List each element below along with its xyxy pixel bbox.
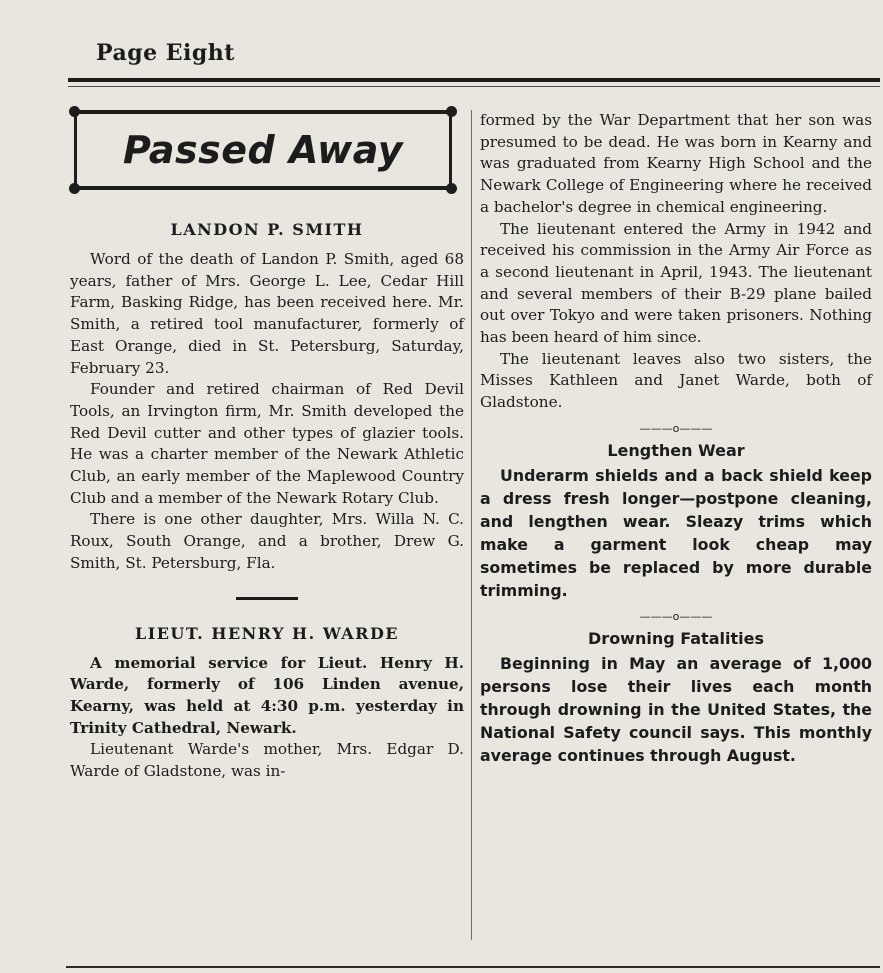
item-text: Beginning in May an average of 1,000 persons lose their lives each month through drowning in the United States, the National Safety council says. This monthly average continues through August. xyxy=(480,653,872,765)
obituary-headline-smith: LANDON P. SMITH xyxy=(170,220,364,239)
banner-corner-ornament xyxy=(446,106,457,117)
item-headline-drowning-fatalities: Drowning Fatalities xyxy=(588,628,764,648)
section-rule xyxy=(236,597,298,600)
obituary-paragraph: A memorial service for Lieut. Henry H. Warde, formerly of 106 Linden avenue, Kearny, was held at 4:30 p.m. yesterday in Trinity Cathedral, Newark. xyxy=(70,653,464,737)
footer-rule xyxy=(66,966,880,968)
passed-away-banner xyxy=(74,110,452,190)
banner-corner-ornament xyxy=(69,106,80,117)
left-column xyxy=(70,104,464,783)
banner-title: Passed Away xyxy=(122,128,404,172)
item-divider: ———o——— xyxy=(639,609,713,623)
right-column xyxy=(480,110,872,767)
header-rule-thin xyxy=(68,86,880,87)
item-divider: ———o——— xyxy=(639,421,713,435)
obituary-paragraph: There is one other daughter, Mrs. Willa N. C. Roux, South Orange, and a brother, Drew G. Smith, St. Petersburg, Fla. xyxy=(70,510,464,572)
obituary-continued-paragraph: formed by the War Department that her son was presumed to be dead. He was born in Kearny and was graduated from Kearny High School and the Newark College of Engineering where he received a bachelor's degree in chemical engineering. xyxy=(480,111,872,216)
page-title: Page Eight xyxy=(96,40,235,66)
column-divider xyxy=(471,110,472,940)
item-text: Underarm shields and a back shield keep a dress fresh longer—postpone cleaning, and lengthen wear. Sleazy trims which make a garment look cheap may sometimes be replaced by more durable trimming. xyxy=(480,465,872,600)
obituary-paragraph: Word of the death of Landon P. Smith, aged 68 years, father of Mrs. George L. Lee, Cedar Hill Farm, Basking Ridge, has been received here. Mr. Smith, a retired tool manufacturer, formerly of East Orange, died in St. Petersburg, Saturday, February 23. xyxy=(70,250,464,377)
obituary-continued-paragraph: The lieutenant entered the Army in 1942 and received his commission in the Army Air Force as a second lieutenant in April, 1943. The lieutenant and several members of their B-29 plane bailed out over Tokyo and were taken prisoners. Nothing has been heard of him since. xyxy=(480,219,872,347)
obituary-headline-warde: LIEUT. HENRY H. WARDE xyxy=(134,623,400,643)
banner-corner-ornament xyxy=(446,183,457,194)
obituary-continued-paragraph: The lieutenant leaves also two sisters, the Misses Kathleen and Janet Warde, both of Gladstone. xyxy=(480,349,872,412)
header-rule xyxy=(68,78,880,82)
obituary-paragraph: Lieutenant Warde's mother, Mrs. Edgar D. Warde of Gladstone, was in- xyxy=(70,740,464,781)
banner-corner-ornament xyxy=(69,183,80,194)
item-headline-lengthen-wear: Lengthen Wear xyxy=(607,440,745,460)
obituary-paragraph: Founder and retired chairman of Red Devil Tools, an Irvington firm, Mr. Smith developed the Red Devil cutter and other types of glazier tools. He was a charter member of the Newark Athletic Club, an early member of the Maplewood Country Club and a member of the Newark Rotary Club. xyxy=(70,380,464,507)
